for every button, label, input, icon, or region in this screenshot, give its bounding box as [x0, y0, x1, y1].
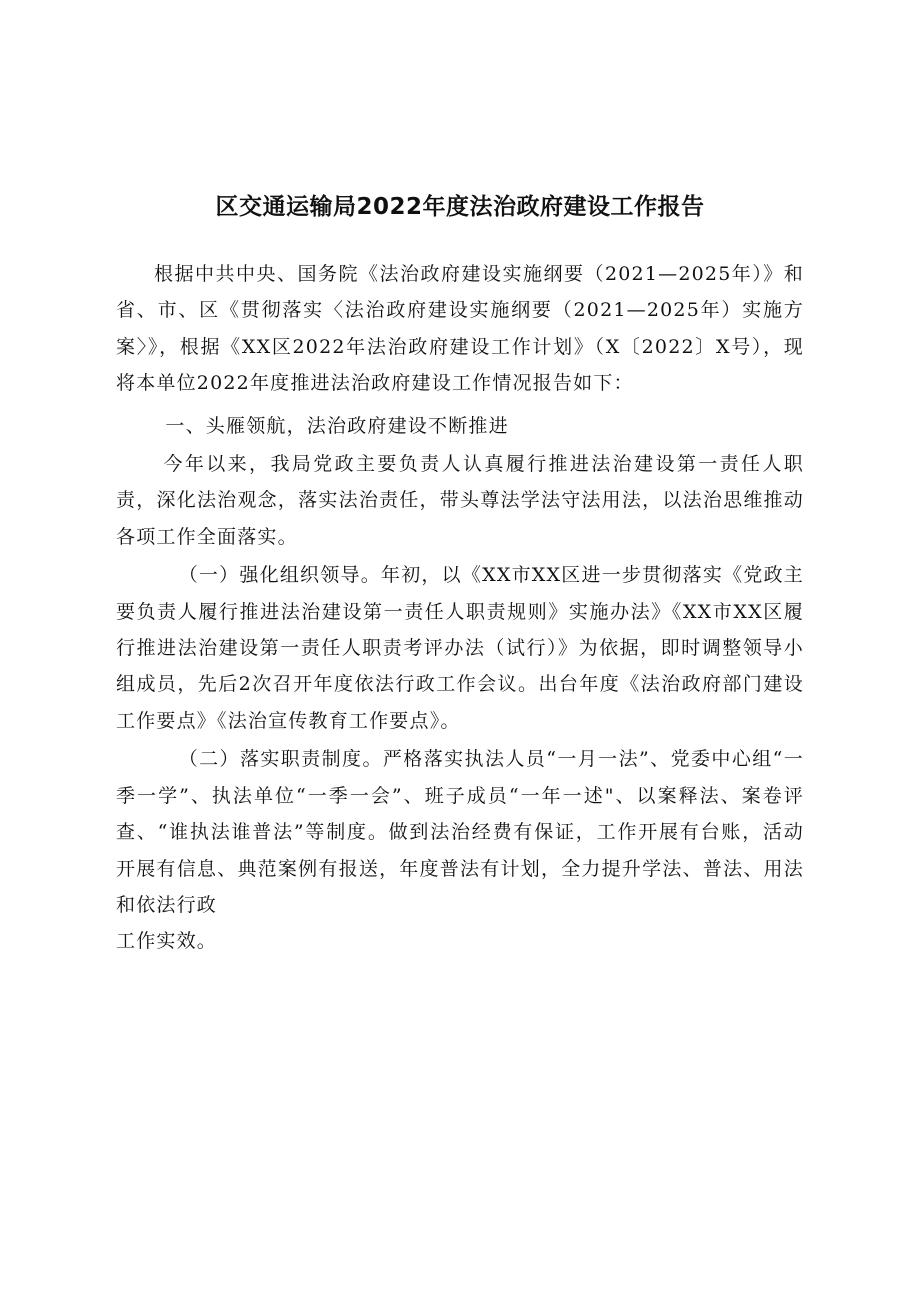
intro-paragraph: 根据中共中央、国务院《法治政府建设实施纲要（2021—2025年）》和省、市、区《贯彻落实〈法治政府建设实施纲要（2021—2025年）实施方案〉》，根据《XX区2022年法治政府建设工作计划》（X〔2022〕X号），现将本单位2022年度推进法治政府建设工作情况报告如下：	[116, 263, 804, 395]
trailing-line: 工作实效。	[116, 930, 218, 953]
section-heading-1: 一、头雁领航，法治政府建设不断推进	[165, 414, 509, 437]
subsection-1-paragraph: （一）强化组织领导。年初，以《XX市XX区进一步贯彻落实《党政主要负责人履行推进法治建设第一责任人职责规则》实施办法》《XX市XX区履行推进法治建设第一责任人职责考评办法（试行）》为依据，即时调整领导小组成员，先后2次召开年度依法行政工作会议。出台年度《法治政府部门建设工作要点》《法治宣传教育工作要点》。	[116, 564, 804, 732]
document-body	[116, 256, 804, 960]
subsection-2-paragraph: （二）落实职责制度。严格落实执法人员“一月一法”、党委中心组“一季一学”、执法单位“一季一会”、班子成员“一年一述"、以案释法、案卷评查、“谁执法谁普法”等制度。做到法治经费有保证，工作开展有台账，活动开展有信息、典范案例有报送，年度普法有计划，全力提升学法、普法、用法和依法行政	[116, 748, 804, 916]
section-1-paragraph: 今年以来，我局党政主要负责人认真履行推进法治建设第一责任人职责，深化法治观念，落实法治责任，带头尊法学法守法用法，以法治思维推动各项工作全面落实。	[116, 453, 804, 548]
document-title: 区交通运输局2022年度法治政府建设工作报告	[215, 194, 705, 220]
